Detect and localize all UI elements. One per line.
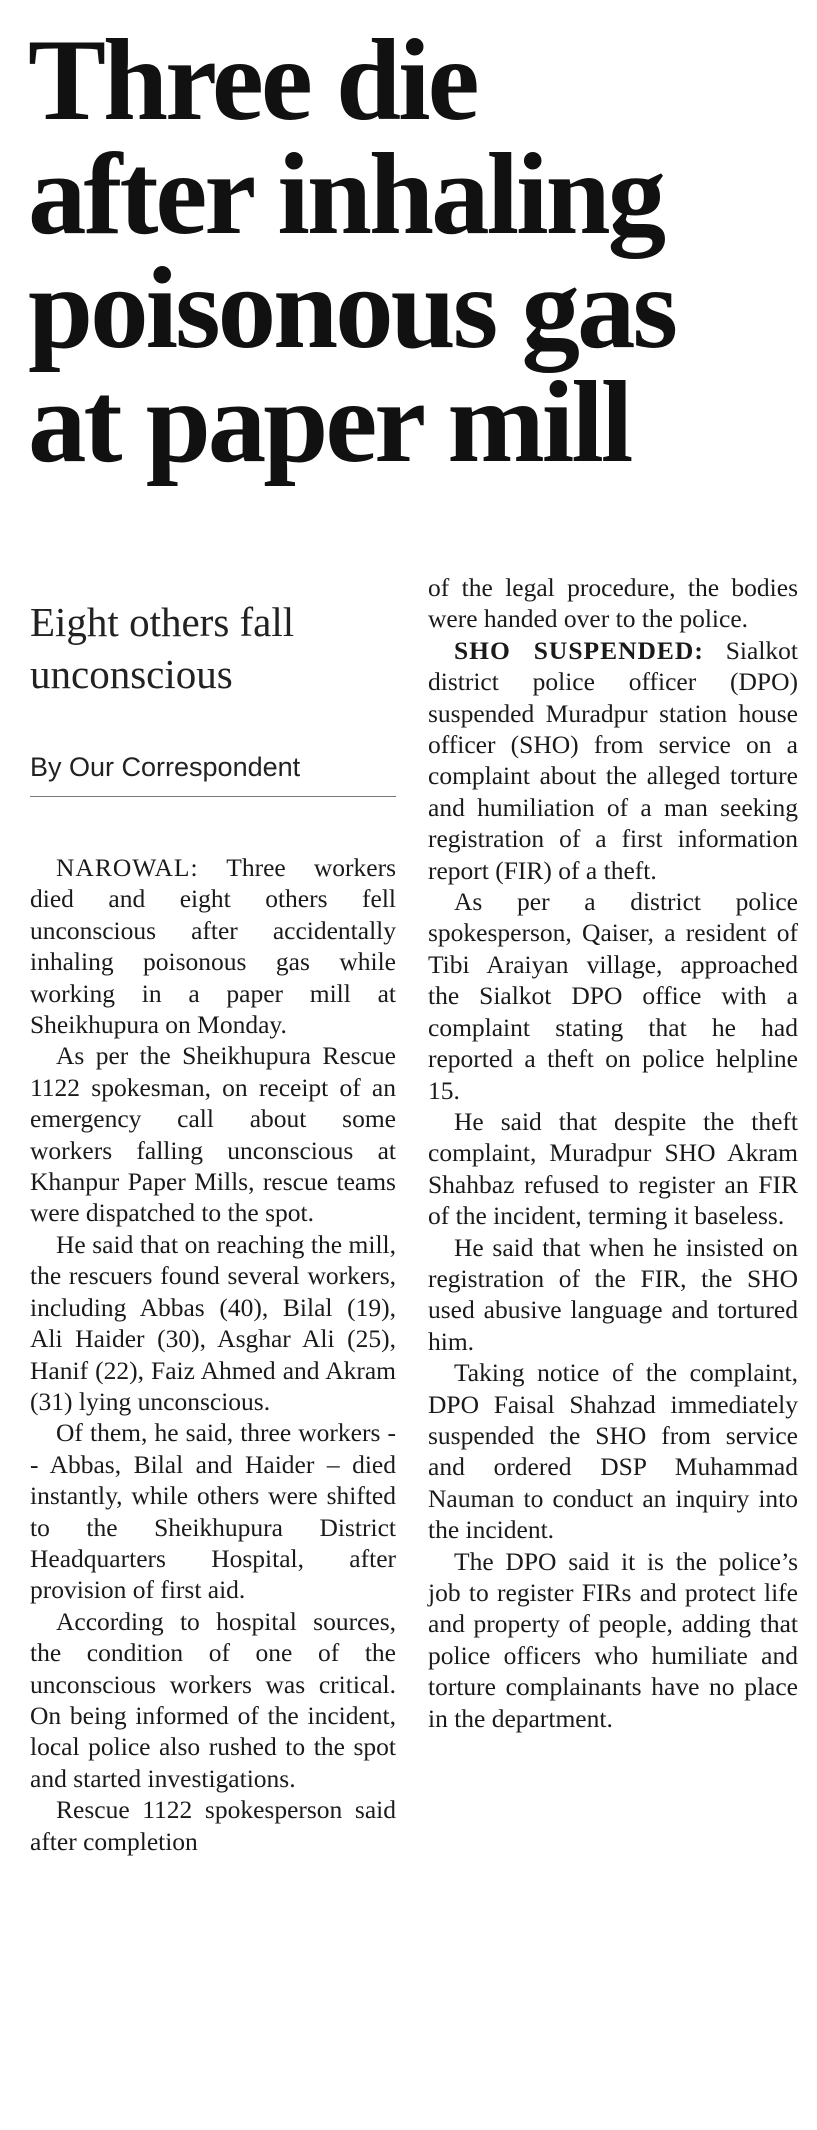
paragraph-6: Rescue 1122 spokesperson said after completion [30,1795,396,1856]
paragraph-7 [428,635,798,886]
paragraph-3: He said that on reaching the mill, the rescuers found several workers, including Abbas (40), Bilal (19), Ali Haider (30), Asghar Ali (25), Hanif (22), Faiz Ahmed and Akram (31) lying unconscious. [30,1229,396,1416]
section-heading-sho-suspended: SHO SUSPENDED: [454,635,704,665]
headline-line-2: after inhaling [28,130,664,259]
byline-rule [30,796,396,797]
paragraph-10: He said that when he insisted on registration of the FIR, the SHO used abusive language and tortured him. [428,1232,798,1356]
headline-line-4: at paper mill [28,358,631,487]
byline: By Our Correspondent [30,752,301,782]
paragraph-1-text: Three workers died and eight others fell unconscious after accidentally inhaling poisonous gas while working in a paper mill at Sheikhupura on Monday. [30,853,396,1040]
article-column-left [30,852,396,1857]
headline-line-3: poisonous gas [28,244,676,373]
paragraph-1 [30,852,396,1040]
subheadline: Eight others fall unconscious [30,599,295,697]
paragraph-6-continued: of the legal procedure, the bodies were handed over to the police. [428,573,798,634]
headline [28,16,808,487]
headline-line-1: Three die [28,16,477,145]
paragraph-12: The DPO said it is the police’s job to register FIRs and protect life and property of people, adding that police officers who humiliate and torture complainants have no place in the department. [428,1546,798,1733]
paragraph-11: Taking notice of the complaint, DPO Faisal Shahzad immediately suspended the SHO from service and ordered DSP Muhammad Nauman to conduct an inquiry into the incident. [428,1358,798,1545]
article-column-right [428,572,798,1734]
dateline: NAROWAL: [56,853,199,882]
paragraph-9: He said that despite the theft complaint, Muradpur SHO Akram Shahbaz refused to register an FIR of the incident, terming it baseless. [428,1106,798,1231]
paragraph-8: As per a district police spokesperson, Qaiser, a resident of Tibi Araiyan village, approached the Sialkot DPO office with a complaint stating that he had reported a theft on police helpline 15. [428,887,798,1105]
paragraph-7-text: Sialkot district police officer (DPO) suspended Muradpur station house officer (SHO) from service on a complaint about the alleged torture and humiliation of a man seeking registration of a first information report (FIR) of a theft. [428,635,798,885]
paragraph-4: Of them, he said, three workers -- Abbas, Bilal and Haider – died instantly, while others were shifted to the Sheikhupura District Headquarters Hospital, after provision of first aid. [30,1418,396,1605]
paragraph-2: As per the Sheikhupura Rescue 1122 spokesman, on receipt of an emergency call about some workers falling unconscious at Khanpur Paper Mills, rescue teams were dispatched to the spot. [30,1041,396,1228]
paragraph-5: According to hospital sources, the condition of one of the unconscious workers was critical. On being informed of the incident, local police also rushed to the spot and started investigations. [30,1606,396,1793]
